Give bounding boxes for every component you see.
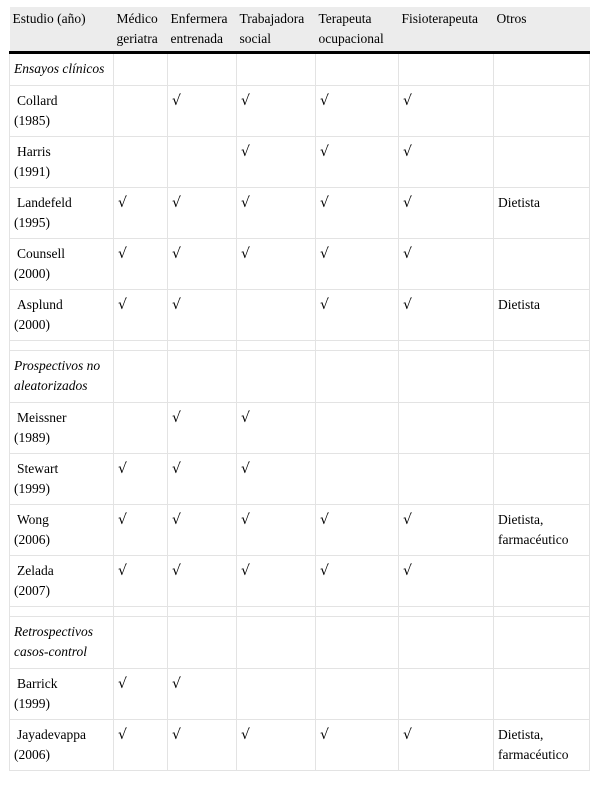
check-mark-icon: √ [114, 188, 168, 239]
check-mark-icon: √ [316, 188, 399, 239]
check-mark-icon: √ [399, 720, 494, 771]
header-enfermera-entrenada: Enfermera entrenada [168, 7, 237, 53]
table-body [10, 53, 590, 771]
table-row [10, 669, 590, 720]
check-mark-icon: √ [399, 505, 494, 556]
check-mark-icon: √ [237, 239, 316, 290]
study-cell [10, 290, 114, 341]
spacer-cell [114, 341, 168, 351]
check-mark-icon: √ [168, 505, 237, 556]
empty-cell [399, 53, 494, 86]
otros-cell [494, 86, 590, 137]
check-mark-icon: √ [316, 505, 399, 556]
check-mark-icon: √ [316, 86, 399, 137]
study-year: (2006) [14, 532, 50, 547]
check-mark-icon: √ [168, 86, 237, 137]
spacer-cell [399, 607, 494, 617]
study-name: Meissner [17, 410, 67, 425]
check-mark-icon: √ [237, 556, 316, 607]
check-mark-icon: √ [168, 669, 237, 720]
spacer-cell [168, 607, 237, 617]
check-mark-icon: √ [316, 239, 399, 290]
empty-cell [316, 351, 399, 403]
study-name: Barrick [17, 676, 58, 691]
spacer-cell [494, 341, 590, 351]
spacer-cell [316, 341, 399, 351]
study-cell [10, 454, 114, 505]
group-name: Retrospectivos casos-control [10, 617, 114, 669]
study-cell [10, 505, 114, 556]
check-mark-icon: √ [168, 290, 237, 341]
study-year: (2007) [14, 583, 50, 598]
study-year: (1991) [14, 164, 50, 179]
spacer-cell [10, 341, 114, 351]
table-row [10, 556, 590, 607]
study-name: Counsell [17, 246, 66, 261]
check-mark-icon: √ [114, 556, 168, 607]
studies-table [9, 7, 590, 771]
study-name: Harris [17, 144, 51, 159]
header-estudio: Estudio (año) [10, 7, 114, 53]
spacer-cell [494, 607, 590, 617]
otros-cell [494, 137, 590, 188]
empty-cell [114, 53, 168, 86]
group-name: Ensayos clínicos [10, 53, 114, 86]
empty-cell [114, 351, 168, 403]
empty-cell [168, 137, 237, 188]
study-year: (1985) [14, 113, 50, 128]
group-spacer-row [10, 341, 590, 351]
study-cell [10, 403, 114, 454]
study-year: (1999) [14, 696, 50, 711]
spacer-cell [399, 341, 494, 351]
check-mark-icon: √ [316, 290, 399, 341]
otros-cell: Dietista, farmacéutico [494, 720, 590, 771]
check-mark-icon: √ [237, 137, 316, 188]
empty-cell [316, 403, 399, 454]
otros-cell: Dietista, farmacéutico [494, 505, 590, 556]
empty-cell [494, 351, 590, 403]
check-mark-icon: √ [237, 720, 316, 771]
empty-cell [237, 669, 316, 720]
empty-cell [494, 53, 590, 86]
otros-cell: Dietista [494, 188, 590, 239]
table-row [10, 239, 590, 290]
study-cell [10, 86, 114, 137]
check-mark-icon: √ [168, 556, 237, 607]
empty-cell [168, 351, 237, 403]
study-year: (2006) [14, 747, 50, 762]
check-mark-icon: √ [168, 239, 237, 290]
study-year: (1999) [14, 481, 50, 496]
study-year: (2000) [14, 266, 50, 281]
study-cell [10, 239, 114, 290]
check-mark-icon: √ [168, 188, 237, 239]
spacer-cell [168, 341, 237, 351]
otros-cell [494, 239, 590, 290]
table-row [10, 290, 590, 341]
header-medico-geriatra: Médico geriatra [114, 7, 168, 53]
check-mark-icon: √ [237, 86, 316, 137]
check-mark-icon: √ [168, 720, 237, 771]
study-year: (2000) [14, 317, 50, 332]
empty-cell [399, 669, 494, 720]
empty-cell [114, 403, 168, 454]
study-name: Zelada [17, 563, 54, 578]
table-container [9, 7, 590, 771]
empty-cell [237, 351, 316, 403]
spacer-cell [10, 607, 114, 617]
study-year: (1995) [14, 215, 50, 230]
otros-cell [494, 556, 590, 607]
empty-cell [237, 617, 316, 669]
check-mark-icon: √ [114, 239, 168, 290]
check-mark-icon: √ [114, 669, 168, 720]
check-mark-icon: √ [237, 188, 316, 239]
empty-cell [114, 617, 168, 669]
table-row [10, 137, 590, 188]
spacer-cell [114, 607, 168, 617]
check-mark-icon: √ [399, 239, 494, 290]
otros-cell: Dietista [494, 290, 590, 341]
table-row [10, 403, 590, 454]
empty-cell [114, 137, 168, 188]
otros-cell [494, 403, 590, 454]
check-mark-icon: √ [237, 505, 316, 556]
check-mark-icon: √ [114, 720, 168, 771]
spacer-cell [316, 607, 399, 617]
check-mark-icon: √ [237, 454, 316, 505]
check-mark-icon: √ [399, 86, 494, 137]
check-mark-icon: √ [399, 137, 494, 188]
empty-cell [316, 669, 399, 720]
check-mark-icon: √ [168, 403, 237, 454]
check-mark-icon: √ [316, 137, 399, 188]
check-mark-icon: √ [399, 290, 494, 341]
study-cell [10, 188, 114, 239]
otros-cell [494, 454, 590, 505]
group-spacer-row [10, 607, 590, 617]
check-mark-icon: √ [399, 188, 494, 239]
empty-cell [399, 454, 494, 505]
empty-cell [316, 53, 399, 86]
table-row [10, 86, 590, 137]
group-header-row [10, 351, 590, 403]
table-row [10, 505, 590, 556]
empty-cell [399, 351, 494, 403]
group-header-row [10, 617, 590, 669]
otros-cell [494, 669, 590, 720]
group-header-row [10, 53, 590, 86]
table-row [10, 454, 590, 505]
study-name: Jayadevappa [17, 727, 86, 742]
study-year: (1989) [14, 430, 50, 445]
empty-cell [494, 617, 590, 669]
header-terapeuta-ocupacional: Terapeuta ocupacional [316, 7, 399, 53]
empty-cell [114, 86, 168, 137]
empty-cell [399, 403, 494, 454]
check-mark-icon: √ [168, 454, 237, 505]
table-row [10, 188, 590, 239]
group-name: Prospectivos no aleatorizados [10, 351, 114, 403]
study-cell [10, 556, 114, 607]
check-mark-icon: √ [114, 505, 168, 556]
check-mark-icon: √ [114, 454, 168, 505]
check-mark-icon: √ [316, 556, 399, 607]
header-trabajadora-social: Trabajadora social [237, 7, 316, 53]
empty-cell [316, 454, 399, 505]
header-row [10, 7, 590, 53]
study-name: Landefeld [17, 195, 72, 210]
study-cell [10, 669, 114, 720]
header-otros: Otros [494, 7, 590, 53]
study-name: Asplund [17, 297, 63, 312]
empty-cell [237, 290, 316, 341]
spacer-cell [237, 607, 316, 617]
header-fisioterapeuta: Fisioterapeuta [399, 7, 494, 53]
study-cell [10, 137, 114, 188]
check-mark-icon: √ [399, 556, 494, 607]
study-name: Collard [17, 93, 58, 108]
study-name: Stewart [17, 461, 59, 476]
empty-cell [316, 617, 399, 669]
empty-cell [399, 617, 494, 669]
study-cell [10, 720, 114, 771]
check-mark-icon: √ [114, 290, 168, 341]
spacer-cell [237, 341, 316, 351]
empty-cell [168, 53, 237, 86]
check-mark-icon: √ [316, 720, 399, 771]
empty-cell [237, 53, 316, 86]
check-mark-icon: √ [237, 403, 316, 454]
study-name: Wong [17, 512, 49, 527]
empty-cell [168, 617, 237, 669]
table-row [10, 720, 590, 771]
